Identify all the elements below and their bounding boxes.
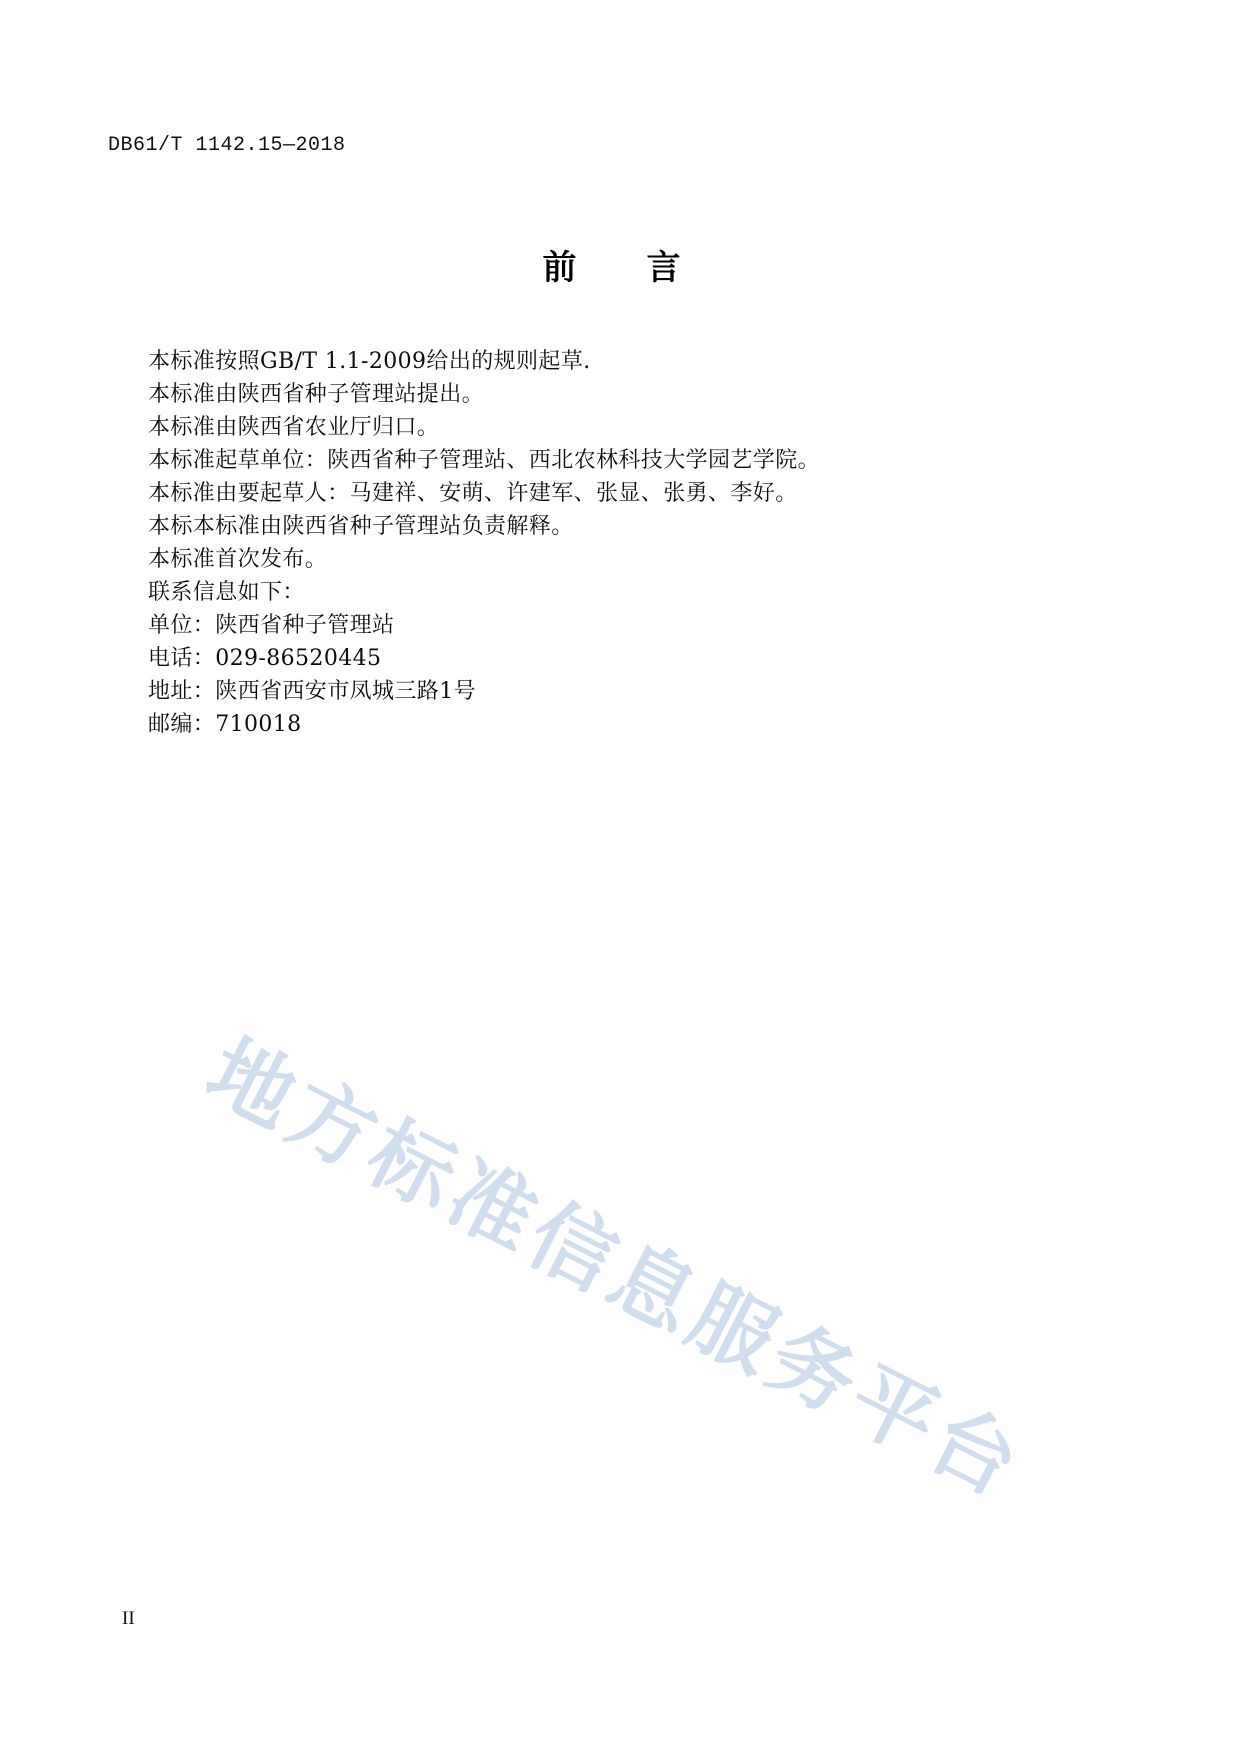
body-line: 本标准首次发布。 xyxy=(148,547,328,572)
watermark-text: 地方标准信息服务平台 xyxy=(192,1020,1040,1517)
body-line: 地址：陕西省西安市凤城三路1号 xyxy=(148,679,476,704)
page-number: II xyxy=(122,1608,135,1629)
body-line: 本标准按照GB/T 1.1-2009给出的规则起草. xyxy=(148,349,591,374)
standard-code-header: DB61/T 1142.15—2018 xyxy=(108,134,346,157)
body-line: 电话：029-86520445 xyxy=(148,646,382,671)
body-line: 本标准由陕西省农业厅归口。 xyxy=(148,415,440,440)
watermark xyxy=(192,905,1040,1517)
body-line: 本标准起草单位：陕西省种子管理站、西北农林科技大学园艺学院。 xyxy=(148,448,821,473)
body-line: 单位：陕西省种子管理站 xyxy=(148,613,395,638)
foreword-body xyxy=(148,345,1128,741)
body-line: 本标准由陕西省种子管理站提出。 xyxy=(148,382,485,407)
body-line: 联系信息如下： xyxy=(148,580,305,605)
body-line: 本标本标准由陕西省种子管理站负责解释。 xyxy=(148,514,574,539)
page-title: 前 言 xyxy=(542,248,699,288)
body-line: 邮编：710018 xyxy=(148,712,302,737)
body-line: 本标准由要起草人：马建祥、安萌、许建军、张显、张勇、李好。 xyxy=(148,481,798,506)
